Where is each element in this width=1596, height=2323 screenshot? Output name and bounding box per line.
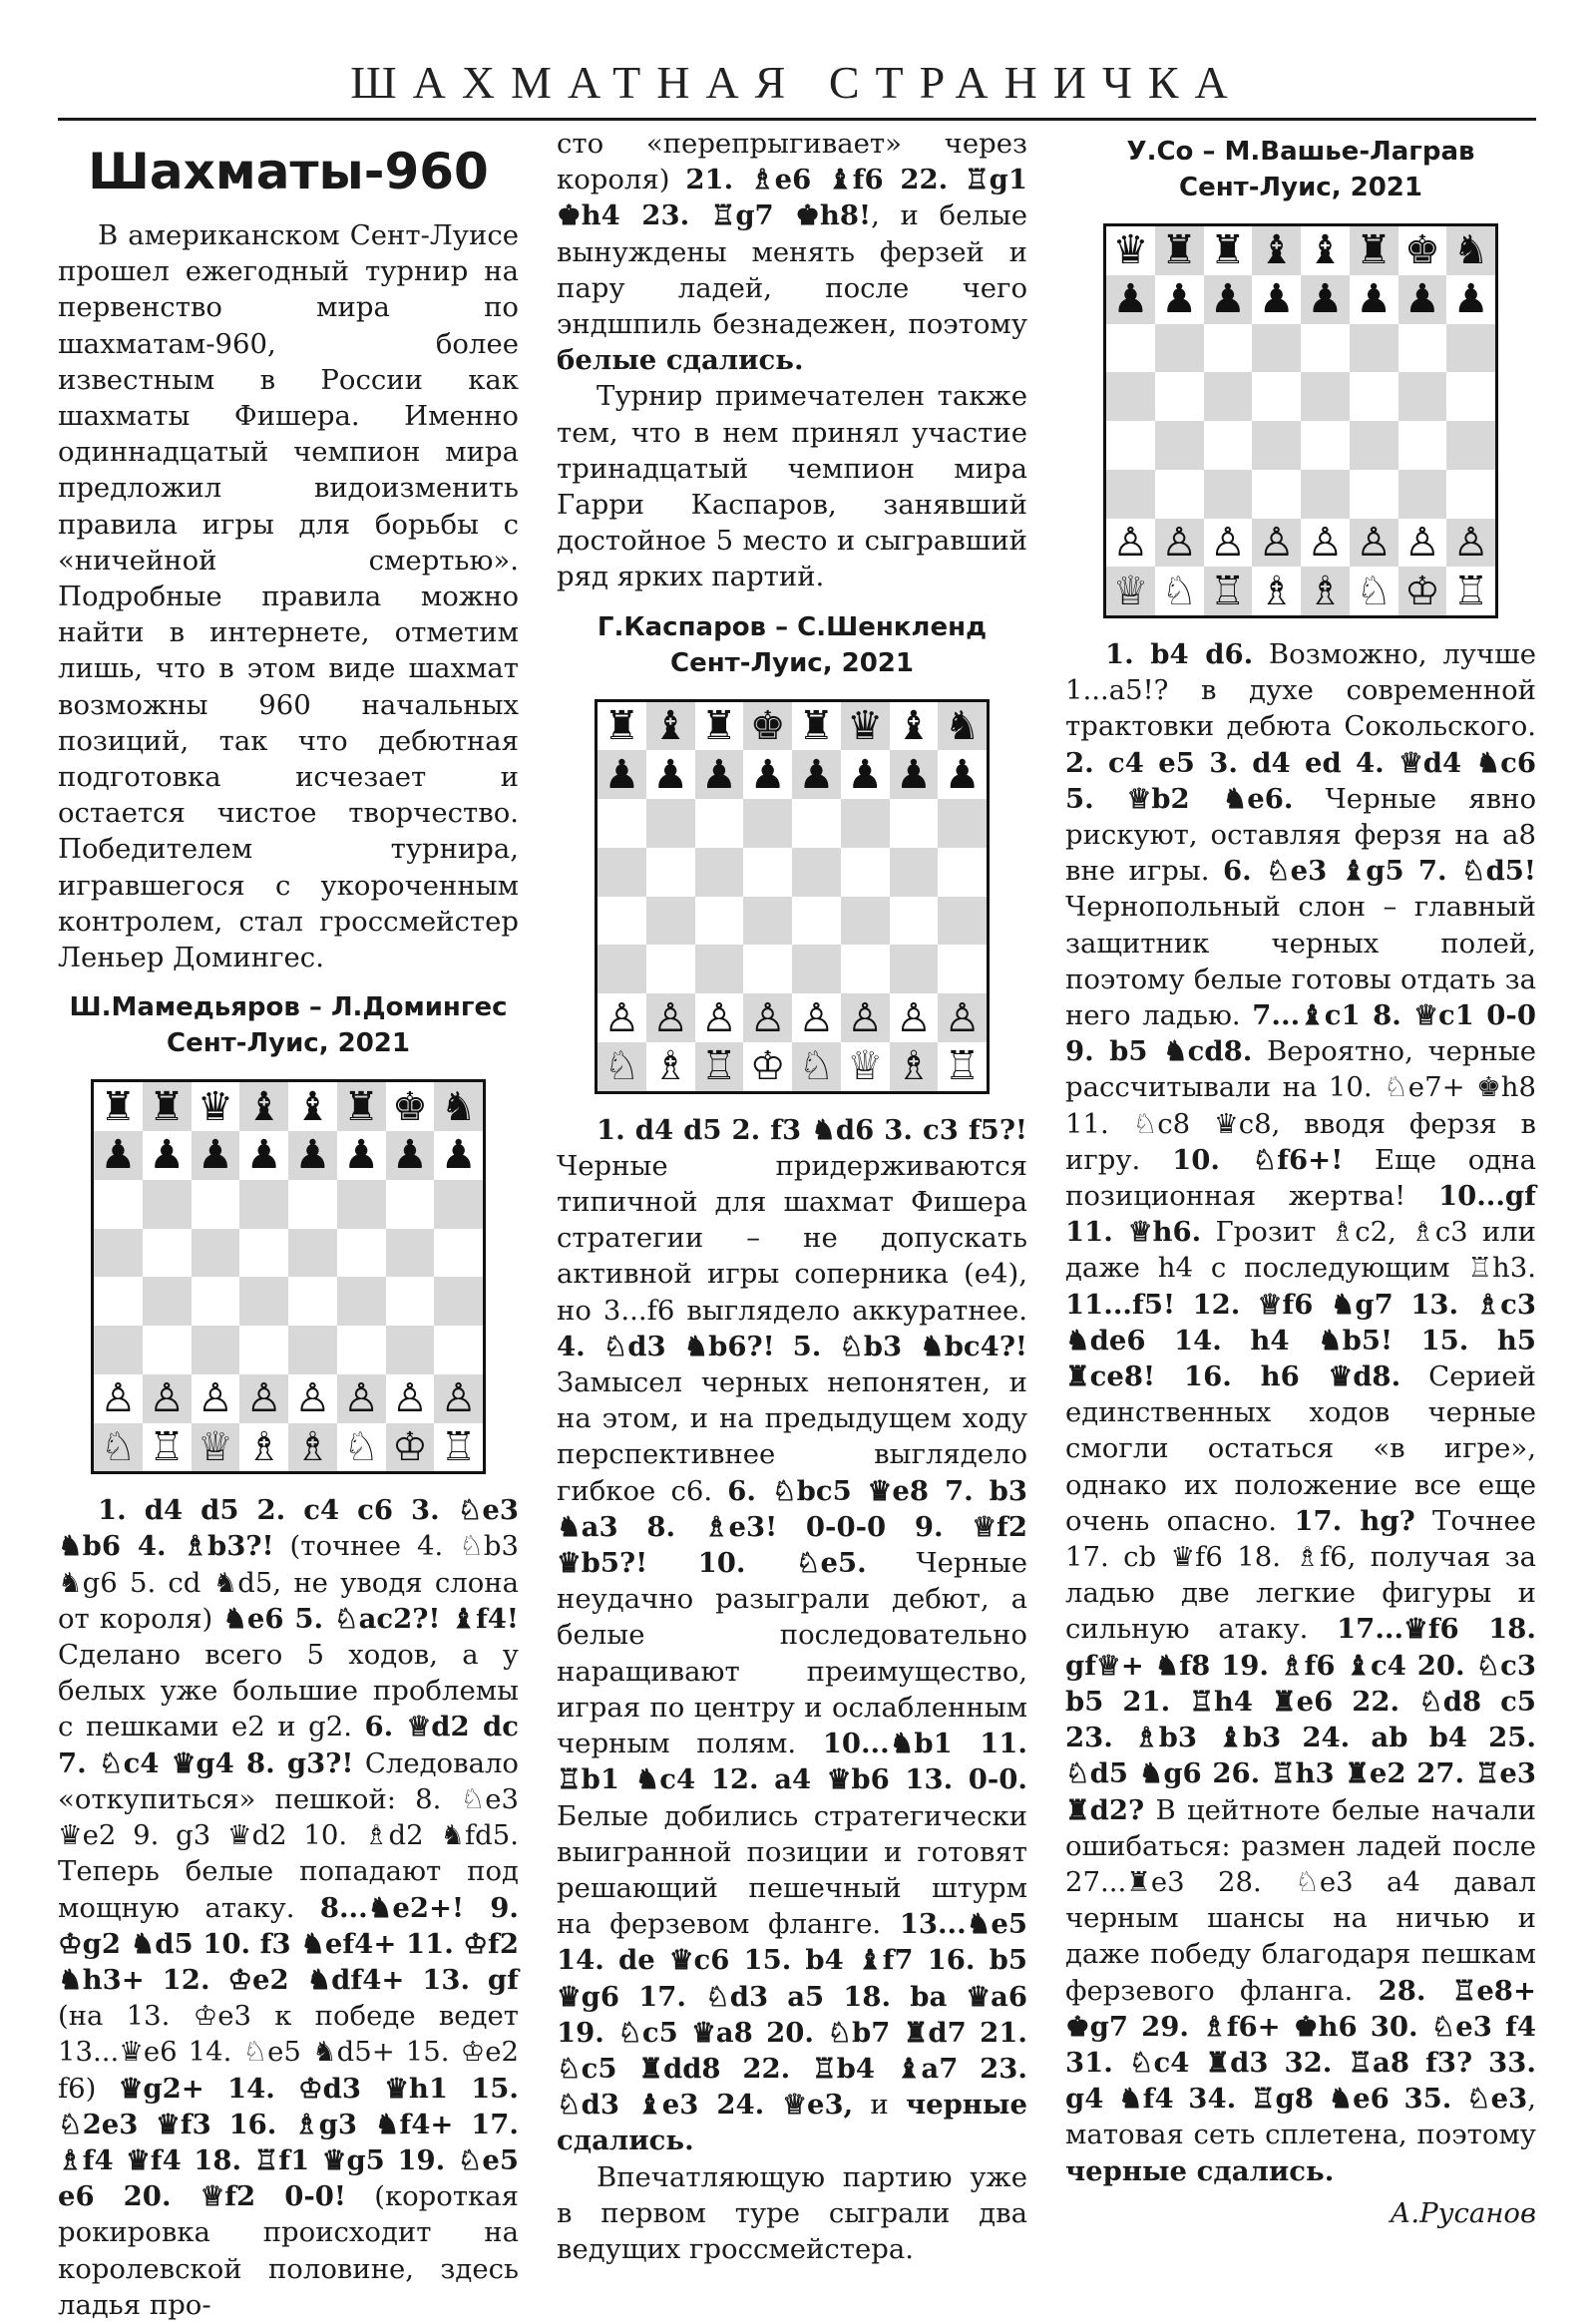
chess-piece-black_back-3: ♝ bbox=[239, 1082, 288, 1131]
game-1-moves-3: 6. ♕d2 dc 7. ♘c4 ♛g4 8. g3?! bbox=[58, 1711, 519, 1779]
board-square bbox=[890, 799, 939, 848]
kasparov-paragraph: Турнир примечателен также тем, что в нем принял участие тринадцатый чемпион мира Гарри Каспаров, занявший достойное 5 место и сыгравший ряд ярких партий. bbox=[557, 380, 1027, 593]
chess-piece-white_pawns-3: ♙ bbox=[743, 993, 792, 1042]
section-header bbox=[58, 48, 1536, 121]
chess-piece-black_pawns-5: ♟ bbox=[337, 1131, 386, 1180]
board-square bbox=[890, 897, 939, 946]
chess-piece-white_back-5: ♘ bbox=[1350, 567, 1398, 615]
board-square bbox=[938, 848, 987, 897]
chess-piece-white_pawns-3: ♙ bbox=[239, 1374, 288, 1423]
game-3-moves-5: 10. ♘f6+! bbox=[1172, 1143, 1344, 1176]
board-square bbox=[1155, 470, 1204, 519]
game-1-note-3: Следовало «откупиться» пешкой: 8. ♘e3 ♛e2 9. g3 ♛d2 10. ♗d2 ♞fd5. Теперь белые попадают под мощную атаку. bbox=[58, 1746, 519, 1924]
game-2-result: черные сдались. bbox=[557, 2089, 1027, 2157]
board-square bbox=[646, 897, 695, 946]
board-square bbox=[386, 1229, 435, 1278]
board-square bbox=[743, 848, 792, 897]
game-1-moves-1: 1. d4 d5 2. c4 c6 3. ♘e3 ♞b6 4. ♗b3?! bbox=[58, 1494, 519, 1563]
board-square bbox=[695, 897, 744, 946]
board-square bbox=[1252, 470, 1301, 519]
board-square bbox=[192, 1326, 240, 1374]
game-2-place: Сент-Луис, 2021 bbox=[669, 647, 914, 678]
chess-piece-white_back-0: ♕ bbox=[1106, 567, 1155, 615]
chess-piece-black_back-7: ♞ bbox=[1446, 226, 1495, 275]
chess-piece-white_pawns-1: ♙ bbox=[646, 993, 695, 1042]
board-square bbox=[1446, 470, 1495, 519]
board-square bbox=[890, 945, 939, 993]
chess-piece-white_back-1: ♘ bbox=[1155, 567, 1204, 615]
chess-piece-white_back-3: ♗ bbox=[1252, 567, 1301, 615]
chess-piece-black_pawns-6: ♟ bbox=[1398, 275, 1447, 324]
game-3-moves-10: 28. ♖e8+ ♚g7 29. ♗f6+ ♚h6 30. ♘e3 f4 31. ♘c4 ♜d3 32. ♖a8 f3? 33. g4 ♞f4 34. ♖g8 ♞e6 35. ♘e3 bbox=[1065, 1974, 1536, 2116]
game-3-note-3: Чернопольный слон – главный защитник черных полей, поэтому белые готовы отдать за него ладью. bbox=[1065, 891, 1536, 1032]
intro-paragraph: В американском Сент-Луисе прошел ежегодный турнир на первенство мира по шахматам-960, более известным в России как шахматы Фишера. Именно одиннадцатый чемпион мира предложил видоизменить правила игры для борьбы с «ничейной смертью». Подробные правила можно найти в интернете, отметим лишь, что в этом виде шахмат возможны 960 начальных позиций, так что дебютная подготовка исчезает и остается чистое творчество. Победителем турнира, игравшегося с укороченным контролем, стал гроссмейстер Леньер Домингес. bbox=[58, 219, 519, 974]
board-square bbox=[695, 945, 744, 993]
chess-piece-white_back-5: ♘ bbox=[337, 1423, 386, 1472]
chess-piece-white_back-2: ♕ bbox=[192, 1423, 240, 1472]
board-square bbox=[1398, 324, 1447, 373]
chess-piece-black_pawns-3: ♟ bbox=[1252, 275, 1301, 324]
game-3-moves-1: 1. b4 d6. bbox=[1105, 638, 1254, 670]
game-3-note-8: Точнее 17. cb ♛f6 18. ♗f6, получая за ладью две легкие фигуры и сильную атаку. bbox=[1065, 1504, 1536, 1646]
chessboard-3 bbox=[1103, 223, 1498, 618]
game-1-place: Сент-Луис, 2021 bbox=[166, 1028, 410, 1059]
game-2-note-1: Черные придерживаются типичной для шахмат Фишера стратегии – не допускать активной игры соперника (e4), но 3...f6 выглядело аккуратнее. bbox=[557, 1149, 1027, 1327]
chess-piece-white_back-6: ♔ bbox=[386, 1423, 435, 1472]
board-square bbox=[434, 1180, 483, 1229]
chess-piece-white_back-1: ♖ bbox=[143, 1423, 192, 1472]
game-3-moves-4: 7...♝c1 8. ♕c1 0-0 9. b5 ♞cd8. bbox=[1065, 999, 1536, 1068]
board-square bbox=[1398, 372, 1447, 421]
board-square bbox=[94, 1277, 143, 1326]
board-square bbox=[646, 799, 695, 848]
chess-piece-black_pawns-5: ♟ bbox=[1350, 275, 1398, 324]
board-square bbox=[743, 799, 792, 848]
column-1 bbox=[58, 130, 519, 2323]
board-square bbox=[1204, 324, 1253, 373]
chess-piece-white_back-7: ♖ bbox=[938, 1042, 987, 1091]
chess-piece-white_back-6: ♗ bbox=[890, 1042, 939, 1091]
board-square bbox=[143, 1277, 192, 1326]
board-square bbox=[598, 848, 646, 897]
chess-piece-black_pawns-7: ♟ bbox=[938, 750, 987, 799]
chess-piece-black_pawns-6: ♟ bbox=[386, 1131, 435, 1180]
board-square bbox=[94, 1180, 143, 1229]
game-1-continuation bbox=[557, 126, 1027, 378]
game-1-moves-4: 8...♞e2+! 9. ♔g2 ♞d5 10. f3 ♞ef4+ 11. ♔f2 ♞h3+ 12. ♔e2 ♞df4+ 13. gf bbox=[58, 1891, 519, 1996]
game-2-moves-5: 13...♞e5 14. de ♛c6 15. b4 ♝f7 16. b5 ♛g6 17. ♘d3 a5 18. ba ♛a6 19. ♘c5 ♛a8 20. ♘b7 ♜d7 21. ♘c5 ♜dd8 22. ♖b4 ♝a7 23. ♘d3 ♝e3 24. ♕e3, bbox=[557, 1908, 1027, 2122]
game-3-place: Сент-Луис, 2021 bbox=[1178, 173, 1422, 202]
board-square bbox=[239, 1180, 288, 1229]
board-square bbox=[192, 1277, 240, 1326]
game-3-note-4: Вероятно, черные рассчитывали на 10. ♘e7+ ♚h8 11. ♘c8 ♛c8, вводя ферзя в игру. bbox=[1065, 1035, 1536, 1176]
game-3-note-6: Грозит ♗c2, ♗c3 или даже h4 с последующим ♖h3. bbox=[1065, 1216, 1536, 1285]
chess-piece-white_pawns-0: ♙ bbox=[598, 993, 646, 1042]
chess-piece-black_back-7: ♞ bbox=[434, 1082, 483, 1131]
game-3-moves-6: 10...gf 11. ♕h6. bbox=[1065, 1180, 1536, 1249]
chess-piece-white_back-4: ♗ bbox=[1301, 567, 1350, 615]
board-square bbox=[792, 848, 841, 897]
board-square bbox=[288, 1326, 337, 1374]
board-square bbox=[792, 799, 841, 848]
chess-piece-white_pawns-4: ♙ bbox=[1301, 519, 1350, 568]
board-square bbox=[288, 1229, 337, 1278]
game-2-text bbox=[557, 1112, 1027, 2159]
game-1-cont-text-1: сто «перепрыгивает» через короля) bbox=[557, 128, 1027, 196]
board-square bbox=[841, 897, 890, 946]
board-square bbox=[841, 799, 890, 848]
board-square bbox=[1446, 324, 1495, 373]
chess-piece-black_back-0: ♜ bbox=[598, 702, 646, 751]
board-square bbox=[1252, 421, 1301, 470]
chess-piece-black_back-4: ♝ bbox=[288, 1082, 337, 1131]
chessboard-2 bbox=[595, 699, 990, 1094]
game-2-moves-1: 1. d4 d5 2. f3 ♞d6 3. c3 f5?! bbox=[597, 1113, 1027, 1146]
board-square bbox=[1106, 324, 1155, 373]
game-1-cont-moves: 21. ♗e6 ♝f6 22. ♖g1 ♚h4 23. ♖g7 ♚h8! bbox=[557, 164, 1027, 232]
game-1-note-1: (точнее 4. ♘b3 ♞g6 5. cd ♞d5, не уводя слона от короля) bbox=[58, 1530, 519, 1635]
board-square bbox=[1350, 324, 1398, 373]
board-square bbox=[94, 1326, 143, 1374]
chess-piece-white_pawns-2: ♙ bbox=[695, 993, 744, 1042]
chess-piece-black_pawns-7: ♟ bbox=[434, 1131, 483, 1180]
board-square bbox=[695, 799, 744, 848]
board-square bbox=[288, 1277, 337, 1326]
board-square bbox=[1446, 372, 1495, 421]
board-square bbox=[434, 1229, 483, 1278]
chess-piece-white_pawns-6: ♙ bbox=[1398, 519, 1447, 568]
chess-piece-black_pawns-0: ♟ bbox=[598, 750, 646, 799]
board-square bbox=[94, 1229, 143, 1278]
game-3-header bbox=[1065, 134, 1536, 205]
board-square bbox=[1106, 372, 1155, 421]
board-square bbox=[1252, 372, 1301, 421]
board-square bbox=[890, 848, 939, 897]
board-square bbox=[143, 1326, 192, 1374]
game-3-note-5: Еще одна позиционная жертва! bbox=[1065, 1143, 1536, 1213]
chess-piece-white_back-0: ♘ bbox=[598, 1042, 646, 1091]
board-square bbox=[1301, 372, 1350, 421]
board-square bbox=[1155, 324, 1204, 373]
board-square bbox=[1301, 470, 1350, 519]
chess-piece-black_back-3: ♚ bbox=[743, 702, 792, 751]
chess-piece-white_pawns-5: ♙ bbox=[1350, 519, 1398, 568]
game-3-moves-7: 11...f5! 12. ♕f6 ♞g7 13. ♗c3 ♞de6 14. h4 ♞b5! 15. h5 ♜ce8! 16. h6 ♛d8. bbox=[1065, 1288, 1536, 1393]
board-square bbox=[841, 848, 890, 897]
chess-piece-black_back-5: ♛ bbox=[841, 702, 890, 751]
game-3-moves-3: 6. ♘e3 ♝g5 7. ♘d5! bbox=[1223, 855, 1536, 888]
chess-piece-white_back-4: ♗ bbox=[288, 1423, 337, 1472]
game-3-note-10: , матовая сеть сплетена, поэтому bbox=[1065, 2083, 1536, 2151]
game-1-moves-5: ♛g2+ 14. ♔d3 ♛h1 15. ♘2e3 ♛f3 16. ♗g3 ♞f4+ 17. ♗f4 ♛f4 18. ♖f1 ♛g5 19. ♘e5 e6 20. ♕f2 0-0! bbox=[58, 2072, 519, 2213]
board-square bbox=[337, 1180, 386, 1229]
board-square bbox=[239, 1229, 288, 1278]
chess-piece-white_pawns-7: ♙ bbox=[1446, 519, 1495, 568]
game-2-note-3: Черные неудачно разыграли дебют, а белые последовательно наращивают преимущество, играя по центру и ослабленным черным полям. bbox=[557, 1547, 1027, 1760]
chess-piece-black_back-1: ♜ bbox=[143, 1082, 192, 1131]
game-2-closing: Впечатляющую партию уже в первом туре сыграли два ведущих гроссмейстера. bbox=[557, 2160, 1027, 2265]
chess-piece-white_back-3: ♗ bbox=[239, 1423, 288, 1472]
game-3-players: У.Со – М.Вашье-Лаграв bbox=[1126, 137, 1475, 167]
chess-piece-black_pawns-2: ♟ bbox=[192, 1131, 240, 1180]
column-2 bbox=[557, 126, 1027, 2267]
chess-piece-white_back-7: ♖ bbox=[1446, 567, 1495, 615]
chess-piece-black_pawns-6: ♟ bbox=[890, 750, 939, 799]
board-square bbox=[143, 1180, 192, 1229]
board-square bbox=[1204, 372, 1253, 421]
chess-piece-black_pawns-2: ♟ bbox=[695, 750, 744, 799]
board-square bbox=[1398, 421, 1447, 470]
game-2-header bbox=[557, 609, 1027, 681]
chess-piece-black_back-5: ♜ bbox=[337, 1082, 386, 1131]
game-1-note-2: Сделано всего 5 ходов, а у белых уже большие проблемы с пешками e2 и g2. bbox=[58, 1639, 519, 1743]
board-square bbox=[1106, 470, 1155, 519]
column-3 bbox=[1065, 126, 1536, 2231]
chess-piece-black_pawns-4: ♟ bbox=[792, 750, 841, 799]
chess-piece-white_back-2: ♖ bbox=[695, 1042, 744, 1091]
chess-piece-white_pawns-1: ♙ bbox=[1155, 519, 1204, 568]
chess-piece-black_back-6: ♚ bbox=[1398, 226, 1447, 275]
chess-piece-black_back-3: ♝ bbox=[1252, 226, 1301, 275]
board-square bbox=[1155, 421, 1204, 470]
board-square bbox=[646, 945, 695, 993]
chess-piece-black_pawns-1: ♟ bbox=[646, 750, 695, 799]
chess-piece-black_pawns-0: ♟ bbox=[1106, 275, 1155, 324]
game-1-cont-text-2: , и белые вынуждены менять ферзей и пару ладей, после чего эндшпиль безнадежен, поэтому bbox=[557, 199, 1027, 341]
board-square bbox=[337, 1277, 386, 1326]
chess-piece-white_pawns-2: ♙ bbox=[1204, 519, 1253, 568]
chess-piece-black_back-6: ♝ bbox=[890, 702, 939, 751]
chess-piece-black_back-2: ♜ bbox=[695, 702, 744, 751]
chess-piece-black_back-0: ♜ bbox=[94, 1082, 143, 1131]
game-3-moves-9: 17...♛f6 18. gf♕+ ♞f8 19. ♗f6 ♝c4 20. ♘c3 b5 21. ♖h4 ♜e6 22. ♘d8 c5 23. ♗b3 ♝b3 24. ab b4 25. ♘d5 ♞g6 26. ♖h3 ♜e2 27. ♖e3 ♜d2? bbox=[1065, 1613, 1536, 1826]
chess-piece-white_back-2: ♖ bbox=[1204, 567, 1253, 615]
chess-piece-black_back-2: ♜ bbox=[1204, 226, 1253, 275]
game-2-moves-2: 4. ♘d3 ♞b6?! 5. ♘b3 ♞bc4?! bbox=[557, 1330, 1027, 1362]
chess-piece-white_pawns-5: ♙ bbox=[841, 993, 890, 1042]
author-signature: А.Русанов bbox=[1390, 2196, 1536, 2229]
chess-piece-black_pawns-3: ♟ bbox=[743, 750, 792, 799]
board-square bbox=[434, 1326, 483, 1374]
board-square bbox=[239, 1277, 288, 1326]
chessboard-1 bbox=[91, 1079, 486, 1474]
board-square bbox=[288, 1180, 337, 1229]
board-square bbox=[337, 1229, 386, 1278]
chess-piece-white_back-6: ♔ bbox=[1398, 567, 1447, 615]
chess-piece-black_back-2: ♛ bbox=[192, 1082, 240, 1131]
game-3-moves-2: 2. c4 e5 3. d4 ed 4. ♕d4 ♞c6 5. ♕b2 ♞e6. bbox=[1065, 746, 1536, 815]
chess-piece-black_pawns-0: ♟ bbox=[94, 1131, 143, 1180]
chess-piece-black_pawns-3: ♟ bbox=[239, 1131, 288, 1180]
board-square bbox=[337, 1326, 386, 1374]
chess-piece-black_back-6: ♚ bbox=[386, 1082, 435, 1131]
board-square bbox=[938, 897, 987, 946]
game-1-text bbox=[58, 1492, 519, 2323]
board-square bbox=[598, 799, 646, 848]
game-3-note-9: В цейтноте белые начали ошибаться: размен ладей после 27...♜e3 28. ♘e3 a4 давал черным шансы на ничью и даже победу благодаря пешкам ферзевого фланга. bbox=[1065, 1793, 1536, 2007]
game-2-moves-4: 10...♞b1 11. ♖b1 ♞c4 12. a4 ♛b6 13. 0-0. bbox=[557, 1728, 1027, 1796]
chess-piece-black_pawns-7: ♟ bbox=[1446, 275, 1495, 324]
article-title: Шахматы-960 bbox=[88, 143, 489, 200]
chess-piece-black_pawns-1: ♟ bbox=[143, 1131, 192, 1180]
chess-piece-white_pawns-6: ♙ bbox=[386, 1374, 435, 1423]
chess-piece-white_back-1: ♗ bbox=[646, 1042, 695, 1091]
board-square bbox=[1350, 421, 1398, 470]
board-square bbox=[1301, 421, 1350, 470]
board-square bbox=[743, 945, 792, 993]
chess-piece-white_pawns-3: ♙ bbox=[1252, 519, 1301, 568]
board-square bbox=[1155, 372, 1204, 421]
board-square bbox=[792, 897, 841, 946]
board-square bbox=[938, 799, 987, 848]
chess-piece-white_back-3: ♔ bbox=[743, 1042, 792, 1091]
board-square bbox=[143, 1229, 192, 1278]
board-square bbox=[1252, 324, 1301, 373]
board-square bbox=[386, 1326, 435, 1374]
board-square bbox=[239, 1326, 288, 1374]
game-3-note-2: Черные явно рискуют, оставляя ферзя на a8 вне игры. bbox=[1065, 782, 1536, 888]
board-square bbox=[646, 848, 695, 897]
chess-piece-white_pawns-2: ♙ bbox=[192, 1374, 240, 1423]
game-1-note-5: (короткая рокировка происходит на королевской половине, здесь ладья про- bbox=[58, 2180, 519, 2321]
chess-piece-black_back-0: ♛ bbox=[1106, 226, 1155, 275]
chess-piece-black_pawns-4: ♟ bbox=[1301, 275, 1350, 324]
chess-piece-black_back-1: ♜ bbox=[1155, 226, 1204, 275]
board-square bbox=[695, 848, 744, 897]
chess-piece-black_back-5: ♜ bbox=[1350, 226, 1398, 275]
board-square bbox=[192, 1229, 240, 1278]
game-1-players: Ш.Мамедьяров – Л.Домингес bbox=[69, 992, 508, 1023]
chess-piece-black_pawns-4: ♟ bbox=[288, 1131, 337, 1180]
board-square bbox=[192, 1180, 240, 1229]
board-square bbox=[1106, 421, 1155, 470]
game-1-header bbox=[58, 989, 519, 1061]
board-square bbox=[386, 1277, 435, 1326]
chess-piece-white_pawns-0: ♙ bbox=[94, 1374, 143, 1423]
chess-piece-black_back-4: ♝ bbox=[1301, 226, 1350, 275]
board-square bbox=[1446, 421, 1495, 470]
chess-piece-white_pawns-7: ♙ bbox=[434, 1374, 483, 1423]
board-square bbox=[1301, 324, 1350, 373]
board-square bbox=[1204, 421, 1253, 470]
chess-piece-black_back-4: ♜ bbox=[792, 702, 841, 751]
board-square bbox=[1350, 372, 1398, 421]
board-square bbox=[434, 1277, 483, 1326]
chess-piece-white_pawns-4: ♙ bbox=[288, 1374, 337, 1423]
chess-piece-white_back-4: ♘ bbox=[792, 1042, 841, 1091]
chess-piece-white_pawns-4: ♙ bbox=[792, 993, 841, 1042]
game-2-moves-3: 6. ♘bc5 ♛e8 7. b3 ♞a3 8. ♗e3! 0-0-0 9. ♕f2 ♛b5?! 10. ♘e5. bbox=[557, 1474, 1027, 1580]
chess-piece-white_back-5: ♕ bbox=[841, 1042, 890, 1091]
chess-piece-white_back-7: ♖ bbox=[434, 1423, 483, 1472]
board-square bbox=[598, 945, 646, 993]
game-2-note-5: и bbox=[853, 2089, 906, 2122]
board-square bbox=[1350, 470, 1398, 519]
board-square bbox=[386, 1180, 435, 1229]
chess-piece-black_pawns-5: ♟ bbox=[841, 750, 890, 799]
game-3-moves-8: 17. hg? bbox=[1294, 1504, 1415, 1537]
chess-piece-white_pawns-1: ♙ bbox=[143, 1374, 192, 1423]
game-3-note-7: Серией единственных ходов черные смогли остаться «в игре», однако их положение все еще очень опасно. bbox=[1065, 1360, 1537, 1537]
game-1-result: белые сдались. bbox=[557, 344, 804, 377]
board-square bbox=[1204, 470, 1253, 519]
game-2-players: Г.Каспаров – С.Шенкленд bbox=[597, 611, 988, 642]
chess-piece-black_pawns-1: ♟ bbox=[1155, 275, 1204, 324]
game-1-note-4: (на 13. ♔e3 к победе ведет 13...♛e6 14. ♘e5 ♞d5+ 15. ♔e2 f6) bbox=[58, 2000, 519, 2105]
board-square bbox=[938, 945, 987, 993]
game-3-result: черные сдались. bbox=[1065, 2154, 1335, 2187]
chess-piece-white_pawns-0: ♙ bbox=[1106, 519, 1155, 568]
chess-piece-white_pawns-5: ♙ bbox=[337, 1374, 386, 1423]
chess-piece-black_back-1: ♝ bbox=[646, 702, 695, 751]
game-3-note-1: Возможно, лучше 1...a5!? в духе современной трактовки дебюта Сокольского. bbox=[1065, 638, 1536, 743]
board-square bbox=[743, 897, 792, 946]
game-3-text bbox=[1065, 636, 1536, 2189]
board-square bbox=[792, 945, 841, 993]
board-square bbox=[1398, 470, 1447, 519]
chess-piece-black_back-7: ♞ bbox=[938, 702, 987, 751]
game-1-moves-2: ♞e6 5. ♘ac2?! ♝f4! bbox=[222, 1602, 519, 1635]
chess-piece-white_pawns-7: ♙ bbox=[938, 993, 987, 1042]
chess-piece-white_pawns-6: ♙ bbox=[890, 993, 939, 1042]
game-2-note-4: Белые добились стратегически выигранной позиции и готовят решающий пешечный штурм на ферзевом фланге. bbox=[557, 1799, 1027, 1941]
chess-piece-white_back-0: ♘ bbox=[94, 1423, 143, 1472]
board-square bbox=[598, 897, 646, 946]
section-title: ШАХМАТНАЯ СТРАНИЧКА bbox=[350, 57, 1244, 108]
board-square bbox=[841, 945, 890, 993]
game-2-note-2: Замысел черных непонятен, и на этом, и на предыдущем ходу перспективнее выглядело гибкое c6. bbox=[557, 1366, 1027, 1507]
chess-piece-black_pawns-2: ♟ bbox=[1204, 275, 1253, 324]
